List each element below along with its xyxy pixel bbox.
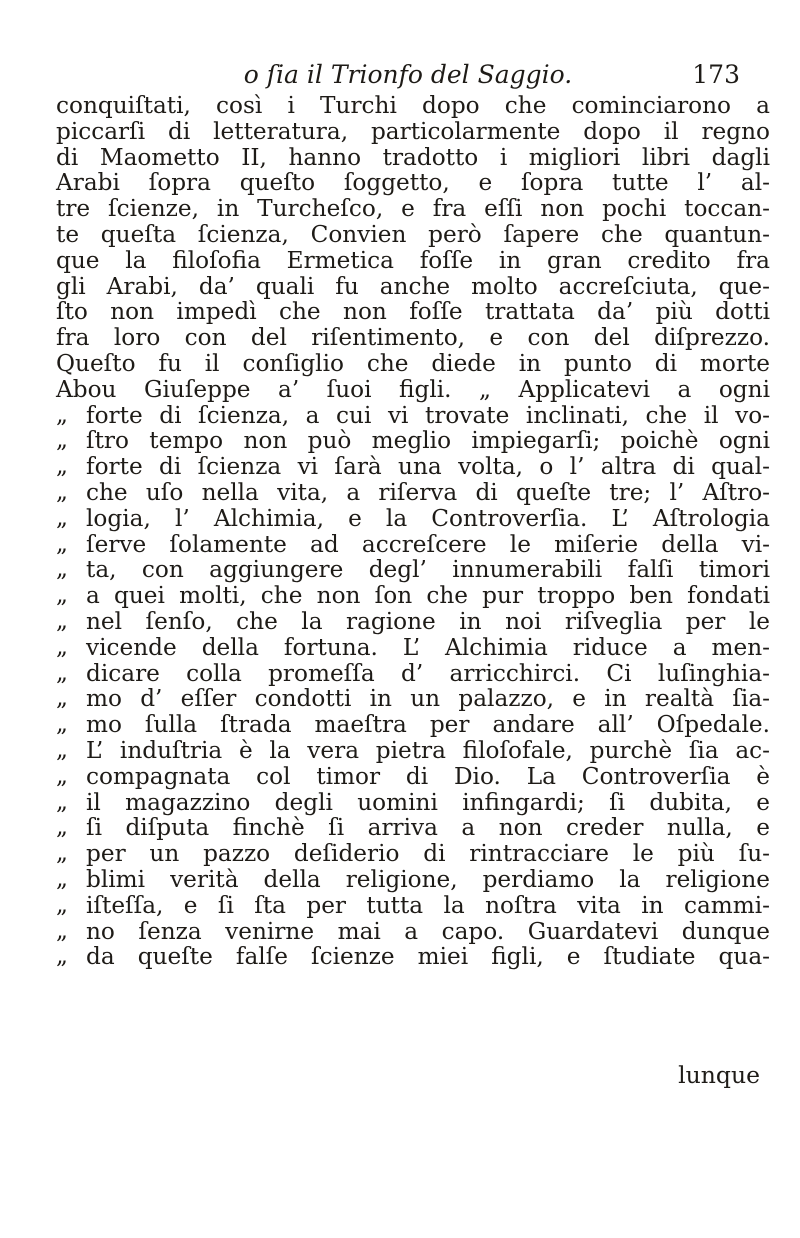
line-text: gli Arabi, da’ quali fu anche molto accreſciuta, que- xyxy=(56,272,770,300)
line-text: logia, l’ Alchimia, e la Controverſia. L’ Aſtrologia xyxy=(86,504,770,532)
text-line xyxy=(56,841,770,867)
text-line xyxy=(56,738,770,764)
line-text: ſerve ſolamente ad accreſcere le miſerie della vi- xyxy=(86,530,770,558)
quotation-mark: „ xyxy=(56,711,68,738)
text-line xyxy=(56,274,770,300)
text-line xyxy=(56,480,770,506)
line-text: mo d’ eſſer condotti in un palazzo, e in realtà ſia- xyxy=(86,685,770,713)
line-text: piccarſi di letteratura, particolarmente dopo il regno xyxy=(56,117,770,145)
line-text: nel ſenſo, che la ragione in noi riſveglia per le xyxy=(86,607,770,635)
quotation-mark: „ xyxy=(56,427,68,454)
text-line xyxy=(56,248,770,274)
text-line xyxy=(56,532,770,558)
line-text: ta, con aggiungere degl’ innumerabili falſi timori xyxy=(86,556,770,584)
quotation-mark: „ xyxy=(56,607,68,634)
text-line xyxy=(56,686,770,712)
line-text: Abou Giuſeppe a’ ſuoi figli. „ Applicatevi a ogni xyxy=(56,375,770,403)
text-line xyxy=(56,790,770,816)
body-text xyxy=(56,93,770,970)
quotation-mark: „ xyxy=(56,401,68,428)
text-line xyxy=(56,815,770,841)
text-line xyxy=(56,661,770,687)
page-number: 173 xyxy=(692,60,740,89)
text-line xyxy=(56,222,770,248)
line-text: que la filoſofia Ermetica foſſe in gran credito fra xyxy=(56,246,770,274)
text-line xyxy=(56,377,770,403)
text-line xyxy=(56,454,770,480)
line-text: forte di ſcienza, a cui vi trovate inclinati, che il vo- xyxy=(86,401,770,429)
text-line xyxy=(56,583,770,609)
text-line xyxy=(56,299,770,325)
text-line xyxy=(56,325,770,351)
text-line xyxy=(56,145,770,171)
text-line xyxy=(56,893,770,919)
line-text: ſto non impedì che non foſſe trattata da’ più dotti xyxy=(56,298,770,326)
text-line xyxy=(56,919,770,945)
quotation-mark: „ xyxy=(56,659,68,686)
text-line xyxy=(56,93,770,119)
quotation-mark: „ xyxy=(56,453,68,480)
running-title: o ſia il Trionfo del Saggio. xyxy=(243,60,573,89)
line-text: fra loro con del riſentimento, e con del diſprezzo. xyxy=(56,324,770,352)
text-line xyxy=(56,119,770,145)
quotation-mark: „ xyxy=(56,685,68,712)
text-line xyxy=(56,867,770,893)
text-line xyxy=(56,351,770,377)
quotation-mark: „ xyxy=(56,736,68,763)
text-line xyxy=(56,428,770,454)
quotation-mark: „ xyxy=(56,788,68,815)
text-line xyxy=(56,170,770,196)
line-text: conquiſtati, così i Turchi dopo che cominciarono a xyxy=(56,92,770,119)
line-text: da queſte falſe ſcienze miei figli, e ſtudiate qua- xyxy=(86,943,770,971)
text-line xyxy=(56,557,770,583)
quotation-mark: „ xyxy=(56,478,68,505)
text-line xyxy=(56,764,770,790)
text-line xyxy=(56,944,770,970)
line-text: ſtro tempo non può meglio impiegarſi; poichè ogni xyxy=(86,427,770,455)
quotation-mark: „ xyxy=(56,943,68,970)
quotation-mark: „ xyxy=(56,865,68,892)
line-text: per un pazzo deſiderio di rintracciare le più ſu- xyxy=(86,840,770,868)
line-text: Queſto fu il conſiglio che diede in punto di morte xyxy=(56,349,770,377)
line-text: a quei molti, che non ſon che pur troppo ben fondati xyxy=(86,582,770,610)
quotation-mark: „ xyxy=(56,530,68,557)
line-text: te queſta ſcienza, Convien però ſapere che quantun- xyxy=(56,220,770,248)
line-text: ſi diſputa finchè ſi arriva a non creder nulla, e xyxy=(86,814,770,842)
line-text: compagnata col timor di Dio. La Controverſia è xyxy=(86,762,770,790)
text-line xyxy=(56,712,770,738)
line-text: mo ſulla ſtrada maeſtra per andare all’ Oſpedale. xyxy=(86,711,770,739)
line-text: vicende della fortuna. L’ Alchimia riduce a men- xyxy=(86,633,770,661)
quotation-mark: „ xyxy=(56,556,68,583)
catchword: lunque xyxy=(678,1061,760,1089)
quotation-mark: „ xyxy=(56,814,68,841)
text-line xyxy=(56,196,770,222)
quotation-mark: „ xyxy=(56,582,68,609)
line-text: Arabi ſopra queſto ſoggetto, e ſopra tutte l’ al- xyxy=(56,169,770,197)
text-line xyxy=(56,403,770,429)
line-text: no ſenza venirne mai a capo. Guardatevi dunque xyxy=(86,917,770,945)
quotation-mark: „ xyxy=(56,917,68,944)
line-text: di Maometto II, hanno tradotto i migliori libri dagli xyxy=(56,143,770,171)
line-text: forte di ſcienza vi ſarà una volta, o l’ altra di qual- xyxy=(86,453,770,481)
quotation-mark: „ xyxy=(56,840,68,867)
line-text: tre ſcienze, in Turcheſco, e fra eſſi non pochi toccan- xyxy=(56,195,770,223)
quotation-mark: „ xyxy=(56,762,68,789)
line-text: dicare colla promeſſa d’ arricchirci. Ci luſinghia- xyxy=(86,659,770,687)
quotation-mark: „ xyxy=(56,891,68,918)
text-line xyxy=(56,506,770,532)
line-text: che uſo nella vita, a riſerva di queſte tre; l’ Aſtro- xyxy=(86,478,770,506)
quotation-mark: „ xyxy=(56,633,68,660)
line-text: L’ induſtria è la vera pietra filoſofale, purchè ſia ac- xyxy=(86,736,770,764)
text-line xyxy=(56,609,770,635)
line-text: iſteſſa, e ſi ſta per tutta la noſtra vita in cammi- xyxy=(86,891,770,919)
quotation-mark: „ xyxy=(56,504,68,531)
text-line xyxy=(56,635,770,661)
running-head xyxy=(58,58,758,92)
line-text: blimi verità della religione, perdiamo la religione xyxy=(86,865,770,893)
line-text: il magazzino degli uomini infingardi; ſi dubita, e xyxy=(86,788,770,816)
